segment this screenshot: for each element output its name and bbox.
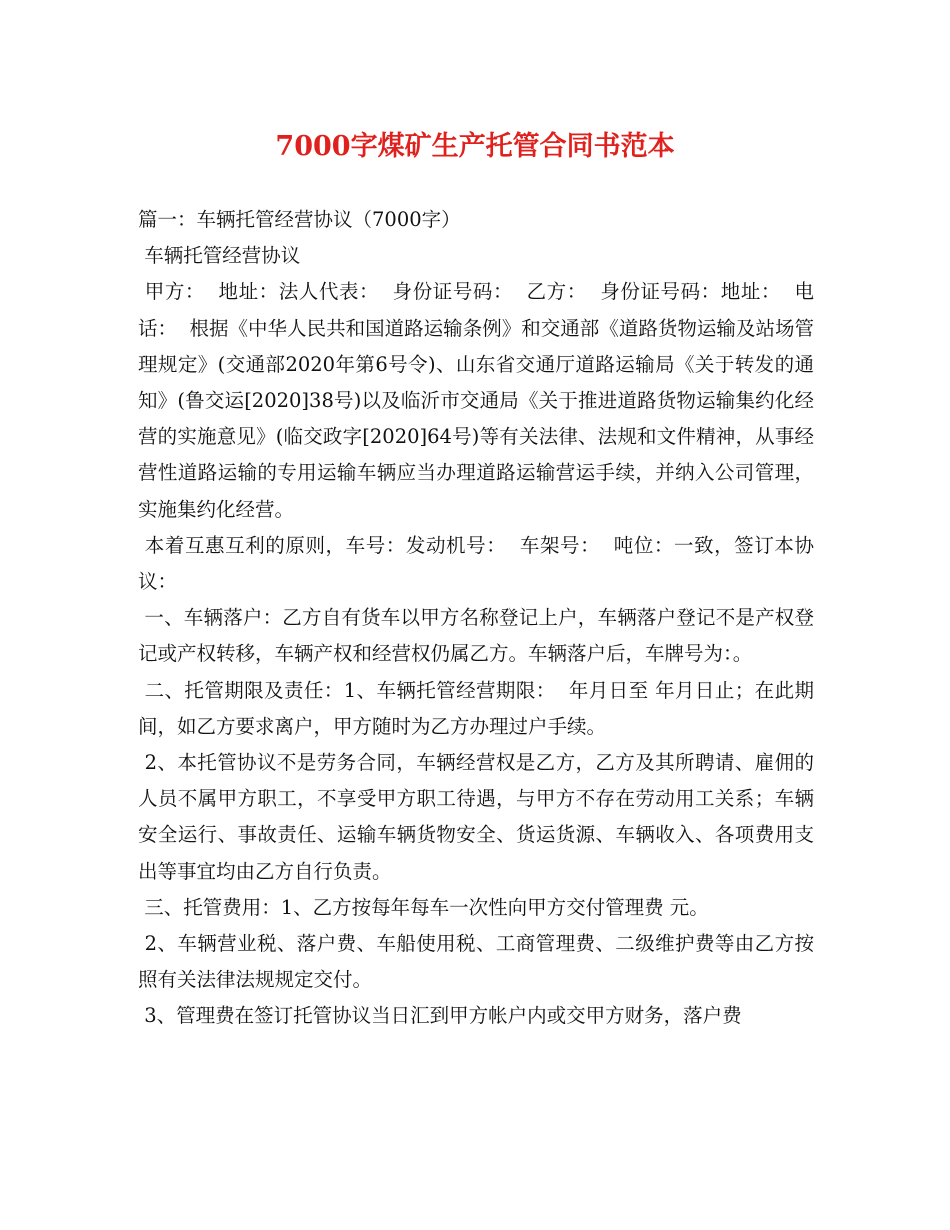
paragraph-clause-3-fees: 三、托管费用：1、乙方按每年每车一次性向甲方交付管理费 元。 xyxy=(138,895,709,919)
paragraph-parties-and-basis: 甲方： 地址：法人代表： 身份证号码： 乙方： 身份证号码：地址： 电话： 根据《中华人民共和国道路运输条例》和交通部《道路货物运输及站场管理规定》(交通部2020年第6号令)、山东省交通厅道路运输局《关于转发的通知》(鲁交运[2020]38号)以及临沂市交通局《关于推进道路货物运输集约化经营的实施意见》(临交政字[2020]64号)等有关法律、法规和文件精神，从事经营性道路运输的专用运输车辆应当办理道路运输营运手续，并纳入公司管理，实施集约化经营。 xyxy=(138,280,814,521)
paragraph-vehicle-info: 本着互惠互利的原则，车号：发动机号： 车架号： 吨位：一致，签订本协议： xyxy=(138,533,815,594)
paragraph-clause-2-term: 二、托管期限及责任：1、车辆托管经营期限： 年月日至 年月日止；在此期间，如乙方要求离户，甲方随时为乙方办理过户手续。 xyxy=(138,678,814,738)
document-title: 7000字煤矿生产托管合同书范本 xyxy=(275,131,675,162)
paragraph-clause-3-item-3: 3、管理费在签订托管协议当日汇到甲方帐户内或交甲方财务，落户费 xyxy=(138,1004,742,1028)
paragraph-section-heading: 篇一：车辆托管经营协议（7000字） xyxy=(138,208,461,231)
paragraph-clause-3-item-2: 2、车辆营业税、落户费、车船使用税、工商管理费、二级维护费等由乙方按照有关法律法规规定交付。 xyxy=(138,932,814,992)
paragraph-agreement-title: 车辆托管经营协议 xyxy=(138,244,301,268)
paragraph-clause-1-registration: 一、车辆落户：乙方自有货车以甲方名称登记上户，车辆落户登记不是产权登记或产权转移，车辆产权和经营权仍属乙方。车辆落户后，车牌号为：。 xyxy=(138,606,814,666)
paragraph-clause-2-item-2: 2、本托管协议不是劳务合同，车辆经营权是乙方，乙方及其所聘请、雇佣的人员不属甲方职工，不享受甲方职工待遇，与甲方不存在劳动用工关系；车辆安全运行、事故责任、运输车辆货物安全、货运货源、车辆收入、各项费用支出等事宜均由乙方自行负责。 xyxy=(138,751,814,883)
document-body xyxy=(138,202,814,1035)
